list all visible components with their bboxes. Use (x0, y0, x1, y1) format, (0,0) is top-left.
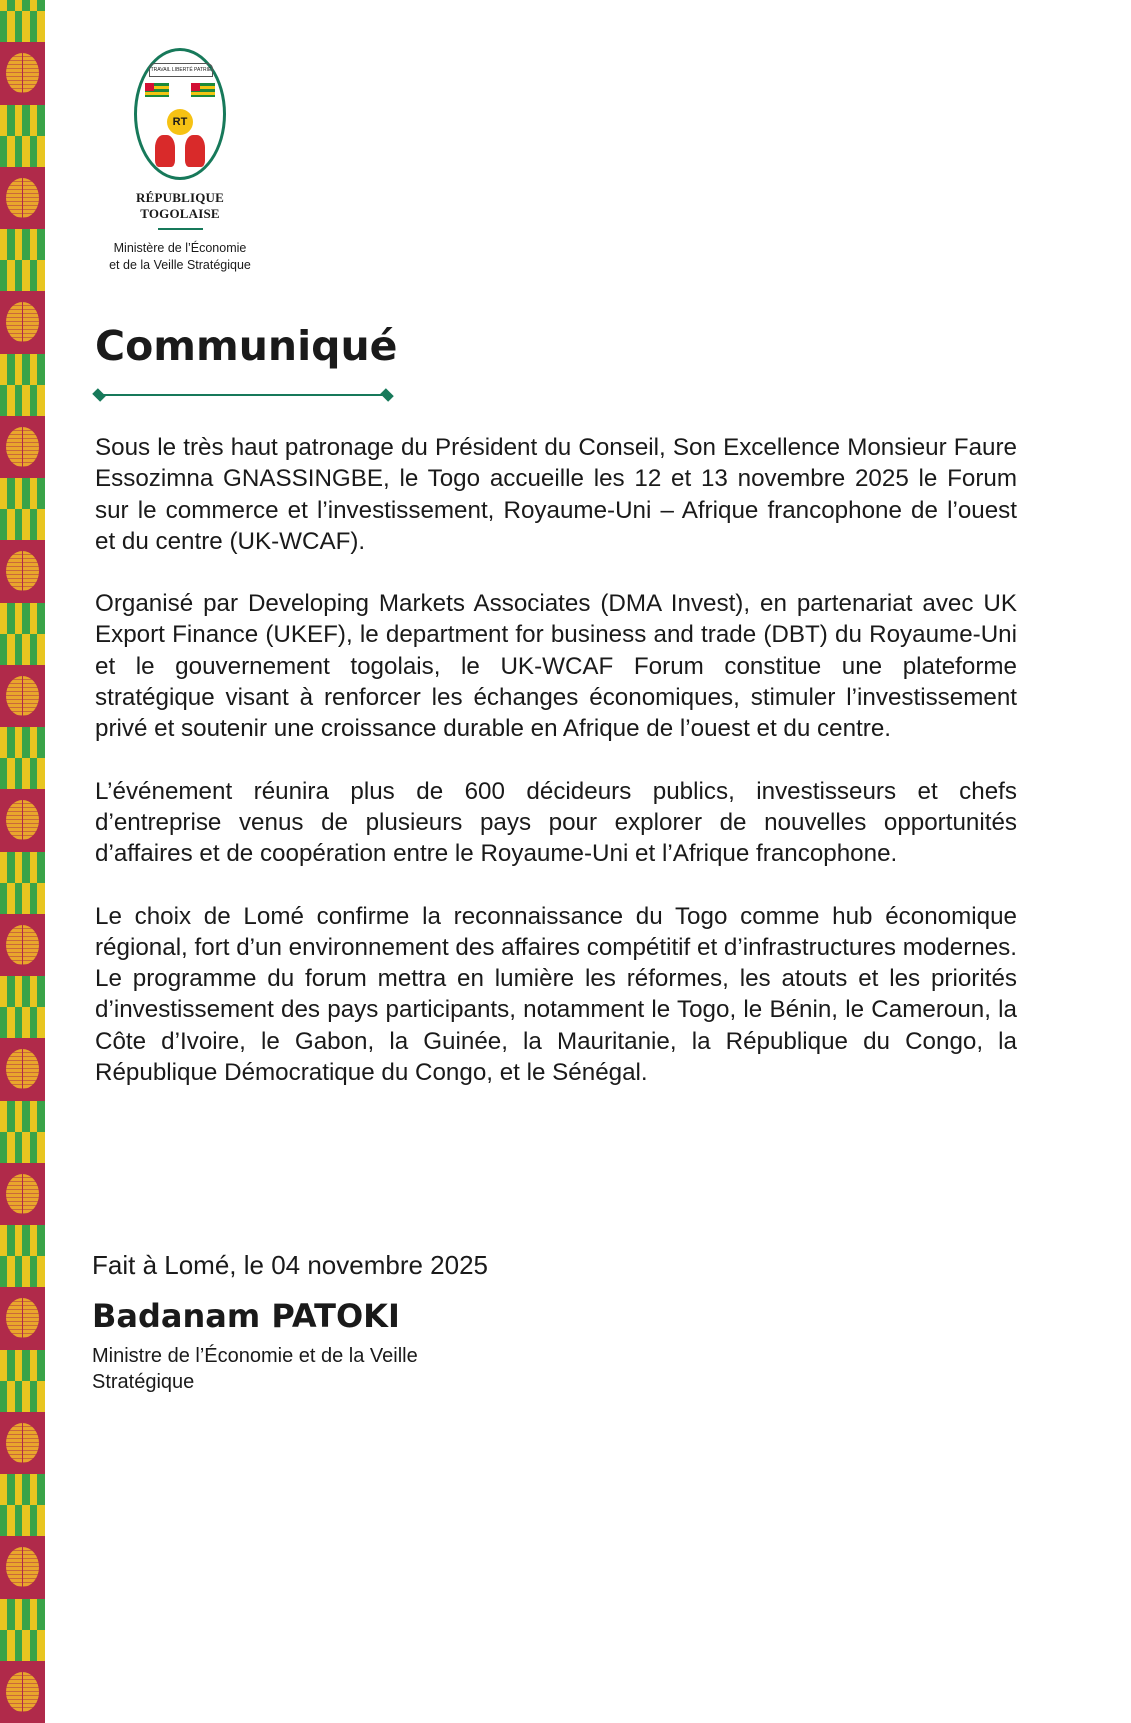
kente-stripe (0, 1630, 45, 1661)
kente-sun-block (0, 1661, 45, 1723)
divider (158, 228, 203, 230)
kente-stripe (0, 1599, 45, 1630)
kente-sun-block (0, 665, 45, 727)
role-line: Stratégique (92, 1371, 195, 1393)
kente-stripe (0, 11, 45, 42)
kente-stripe (0, 1101, 45, 1132)
kente-stripe (0, 603, 45, 634)
sun-icon (6, 1298, 39, 1338)
kente-stripe (0, 1007, 45, 1038)
sun-icon (6, 302, 39, 342)
kente-stripe (0, 1225, 45, 1256)
sun-icon (6, 925, 39, 965)
kente-sun-block (0, 1163, 45, 1225)
sun-icon (6, 1174, 39, 1214)
emblem-initials: RT (167, 109, 193, 135)
kente-sun-block (0, 416, 45, 478)
kente-stripe (0, 385, 45, 416)
kente-stripe (0, 1505, 45, 1536)
kente-stripe (0, 0, 45, 11)
lion-icon (185, 135, 205, 167)
sun-icon (6, 427, 39, 467)
kente-sun-block (0, 1536, 45, 1598)
place-date: Fait à Lomé, le 04 novembre 2025 (92, 1250, 489, 1280)
sun-icon (6, 1547, 39, 1587)
kente-sun-block (0, 1287, 45, 1349)
kente-sun-block (0, 1412, 45, 1474)
kente-sun-block (0, 42, 45, 104)
coat-of-arms (134, 48, 226, 180)
kente-stripe (0, 758, 45, 789)
ministry-name (100, 240, 260, 274)
flag-icon (145, 83, 169, 97)
paragraph: Sous le très haut patronage du Président du Conseil, Son Excellence Monsieur Faure Essozimna GNASSINGBE, le Togo accueille les 12 et 13 novembre 2025 le Forum sur le commerce et l’investissement, Royaume-Uni – Afrique francophone de l’ouest et du centre (UK-WCAF). (95, 434, 1017, 555)
paragraph: L’événement réunira plus de 600 décideurs publics, investisseurs et chefs d’entreprise venus de plusieurs pays pour explorer de nouvelles opportunités d’affaires et de coopération entre le Royaume-Uni et l’Afrique francophone. (95, 777, 1017, 868)
kente-stripe (0, 634, 45, 665)
kente-stripe (0, 976, 45, 1007)
paragraph: Organisé par Developing Markets Associates (DMA Invest), en partenariat avec UK Export Finance (UKEF), le department for business and trade (DBT) du Royaume-Uni et le gouvernement togolais, le UK-WCAF Forum constitue une plateforme stratégique visant à renforcer les échanges économiques, stimuler l’investissement privé et soutenir une croissance durable en Afrique de l’ouest et du centre. (95, 590, 1017, 743)
kente-sun-block (0, 540, 45, 602)
kente-sun-block (0, 291, 45, 353)
kente-sun-block (0, 167, 45, 229)
ministry-line: et de la Veille Stratégique (109, 258, 251, 272)
kente-stripe (0, 354, 45, 385)
page-title: Communiqué (95, 322, 398, 370)
sun-icon (6, 551, 39, 591)
title-divider (97, 394, 389, 396)
communique-body (95, 432, 1017, 1119)
kente-stripe (0, 727, 45, 758)
kente-stripe (0, 509, 45, 540)
paragraph: Le choix de Lomé confirme la reconnaissance du Togo comme hub économique régional, fort d’un environnement des affaires compétitif et d’infrastructures modernes. Le programme du forum mettra en lumière les réformes, les atouts et les priorités d’investissement des pays participants, notamment le Togo, le Bénin, le Cameroun, la Côte d’Ivoire, le Gabon, la Guinée, la Mauritanie, la République du Congo, la République Démocratique du Congo, et le Sénégal. (95, 902, 1017, 1087)
signatory-role (92, 1343, 492, 1395)
kente-border (0, 0, 45, 1600)
kente-stripe (0, 852, 45, 883)
lion-icon (155, 135, 175, 167)
motto-banner: TRAVAIL LIBERTÉ PATRIE (149, 63, 213, 77)
flag-icon (191, 83, 215, 97)
header-logo (100, 48, 260, 274)
ministry-line: Ministère de l’Économie (113, 241, 247, 255)
kente-stripe (0, 883, 45, 914)
sun-icon (6, 800, 39, 840)
sun-icon (6, 178, 39, 218)
sun-icon (6, 1672, 39, 1712)
role-line: Ministre de l’Économie et de la Veille (92, 1345, 418, 1367)
sun-icon (6, 676, 39, 716)
kente-sun-block (0, 1038, 45, 1100)
signatory-name: Badanam PATOKI (92, 1297, 400, 1335)
sun-icon (6, 1423, 39, 1463)
kente-stripe (0, 229, 45, 260)
kente-sun-block (0, 914, 45, 976)
sun-icon (6, 1049, 39, 1089)
kente-stripe (0, 105, 45, 136)
country-name: RÉPUBLIQUE TOGOLAISE (136, 190, 224, 221)
kente-stripe (0, 1474, 45, 1505)
kente-stripe (0, 136, 45, 167)
kente-stripe (0, 260, 45, 291)
kente-stripe (0, 1256, 45, 1287)
kente-stripe (0, 1132, 45, 1163)
kente-stripe (0, 1381, 45, 1412)
kente-stripe (0, 478, 45, 509)
kente-stripe (0, 1350, 45, 1381)
kente-sun-block (0, 789, 45, 851)
sun-icon (6, 53, 39, 93)
